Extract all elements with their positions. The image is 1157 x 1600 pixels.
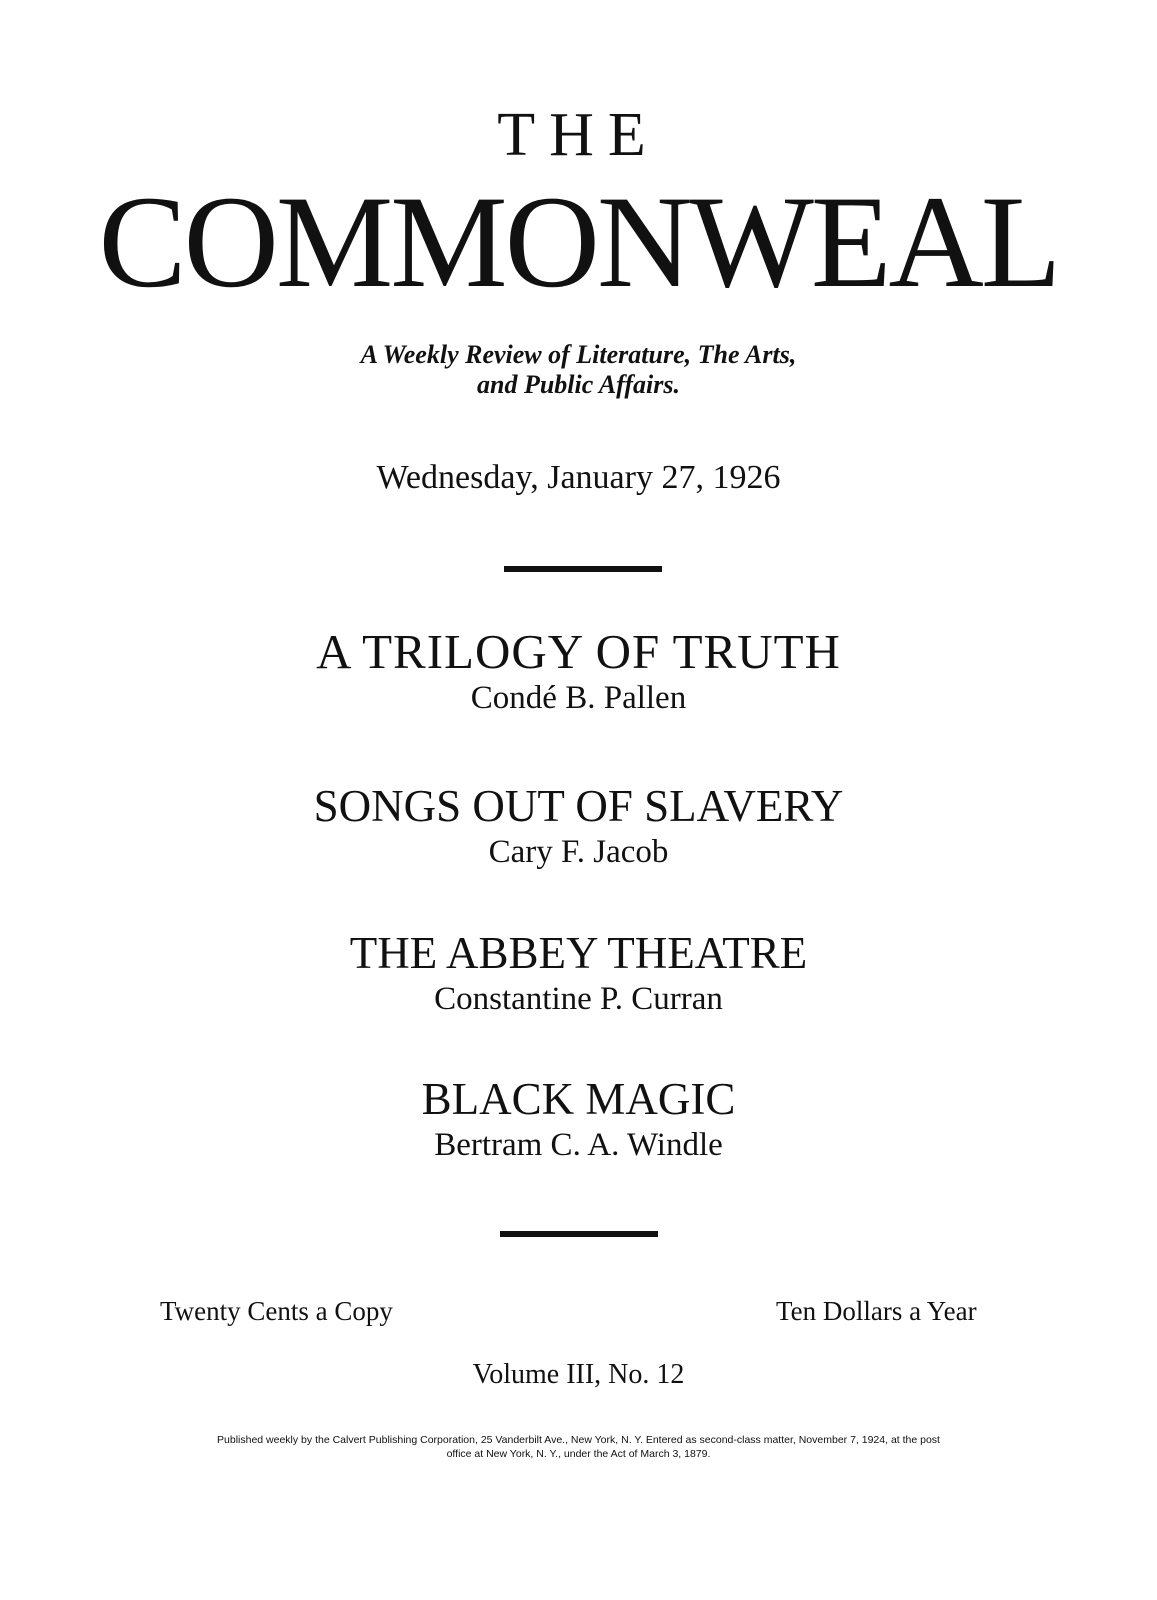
article-author: Constantine P. Curran <box>434 981 723 1017</box>
contents-item <box>0 626 1157 718</box>
annual-price: Ten Dollars a Year <box>776 1296 977 1326</box>
article-author: Condé B. Pallen <box>470 680 687 716</box>
contents-item <box>0 927 1157 1019</box>
masthead-title: COMMONWEAL <box>98 168 1059 315</box>
article-author: Cary F. Jacob <box>488 834 669 870</box>
article-title: THE ABBEY THEATRE <box>349 928 808 978</box>
subtitle-line-2: and Public Affairs. <box>477 370 680 399</box>
imprint-line-1: Published weekly by the Calvert Publishing Corporation, 25 Vanderbilt Ave., New York, N. Y. Entered as second-class matter, November 7, 1924, at the post <box>217 1434 940 1446</box>
article-title: SONGS OUT OF SLAVERY <box>313 781 844 831</box>
masthead-the: THE <box>497 101 660 169</box>
contents-item <box>0 780 1157 872</box>
volume-number: Volume III, No. 12 <box>472 1359 685 1390</box>
article-title: A TRILOGY OF TRUTH <box>316 624 841 679</box>
imprint-notice <box>0 1433 1157 1461</box>
top-divider <box>504 566 662 572</box>
bottom-divider <box>500 1231 658 1237</box>
issue-date: Wednesday, January 27, 1926 <box>376 459 781 496</box>
article-title: BLACK MAGIC <box>421 1074 736 1124</box>
masthead-subtitle <box>0 340 1157 400</box>
subtitle-line-1: A Weekly Review of Literature, The Arts, <box>360 340 797 369</box>
article-author: Bertram C. A. Windle <box>434 1127 723 1163</box>
contents-item <box>0 1073 1157 1165</box>
imprint-line-2: office at New York, N. Y., under the Act of March 3, 1879. <box>446 1448 711 1460</box>
single-copy-price: Twenty Cents a Copy <box>160 1296 393 1326</box>
